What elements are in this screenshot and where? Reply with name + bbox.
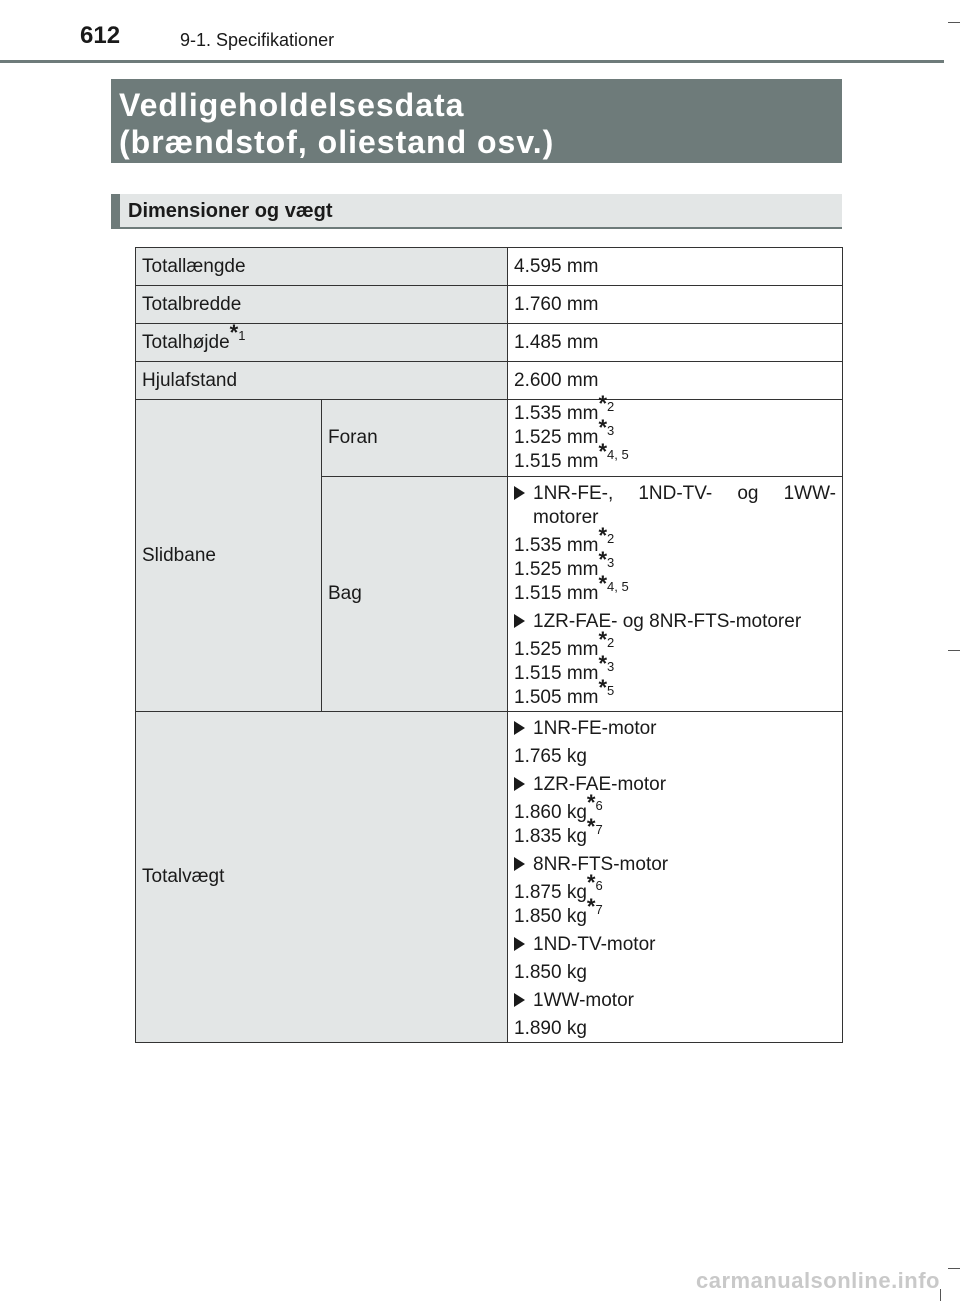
bag-label: Bag: [322, 477, 508, 712]
triangle-bullet-icon: [514, 486, 525, 500]
crop-mark-bottom-vertical: [940, 1289, 941, 1301]
row-value: 4.595 mm: [508, 248, 843, 286]
engine-group-heading: 1WW-motor: [514, 989, 836, 1013]
foran-values: 1.535 $mm^{*2}$ 1.525 $mm^{*3}$ 1.515 mm$^{*4, 5}$: [508, 400, 843, 477]
row-label: Hjulafstand: [136, 362, 508, 400]
section-title-line-1: Vedligeholdelsesdata: [119, 87, 465, 123]
triangle-bullet-icon: [514, 937, 525, 951]
engine-group-heading: 1ZR-FAE- og 8NR-FTS-motorer: [514, 610, 836, 634]
engine-group-heading: 1NR-FE-, 1ND-TV- og 1WW-motorer: [514, 482, 836, 530]
triangle-bullet-icon: [514, 993, 525, 1007]
engine-group-heading: 8NR-FTS-motor: [514, 853, 836, 877]
triangle-bullet-icon: [514, 777, 525, 791]
engine-group-heading: 1ZR-FAE-motor: [514, 773, 836, 797]
totalvaegt-label: Totalvægt: [136, 712, 508, 1043]
table-row: [136, 362, 843, 400]
row-value: 1.760 mm: [508, 286, 843, 324]
table-row-slidbane-foran: [136, 400, 843, 477]
row-value: 1.485 mm: [508, 324, 843, 362]
watermark: carmanualsonline.info: [696, 1268, 940, 1293]
bag-values: 1NR-FE-, 1ND-TV- og 1WW-motorer 1.535 $mm^{*2}$ 1.525 $mm^{*3}$ 1.515 mm$^{*4, 5}$ 1ZR-FAE- og 8NR-FTS-motorer 1.525 $mm^{*2}$ 1.515 $mm^{*3}$ 1.505 $mm^{*5}$: [508, 477, 843, 712]
subsection-title: Dimensioner og vægt: [128, 200, 333, 222]
row-label: Totalbredde: [136, 286, 508, 324]
section-title-box: [111, 79, 842, 163]
triangle-bullet-icon: [514, 721, 525, 735]
engine-group-heading: 1NR-FE-motor: [514, 717, 836, 741]
subsection-heading: [111, 194, 842, 229]
crop-mark-top: [948, 22, 960, 23]
section-reference: 9-1. Specifikationer: [180, 30, 335, 50]
triangle-bullet-icon: [514, 857, 525, 871]
table-row: [136, 248, 843, 286]
engine-group-heading: 1ND-TV-motor: [514, 933, 836, 957]
dimensions-weight-table: [135, 247, 843, 1043]
header-rule: [0, 60, 944, 63]
table-row-totalvaegt: [136, 712, 843, 1043]
crop-mark-bottom: [948, 1268, 960, 1269]
triangle-bullet-icon: [514, 614, 525, 628]
slidbane-label: Slidbane: [136, 400, 322, 712]
section-title-line-2: (brændstof, oliestand osv.): [119, 124, 555, 160]
page-number: 612: [80, 22, 121, 49]
table-row: [136, 324, 843, 362]
foran-label: Foran: [322, 400, 508, 477]
row-value: 2.600 mm: [508, 362, 843, 400]
row-label: Totallængde: [136, 248, 508, 286]
crop-mark-middle: [948, 650, 960, 651]
totalvaegt-values: 1NR-FE-motor 1.765 kg 1ZR-FAE-motor 1.860 $kg^{*6}$ 1.835 $kg^{*7}$ 8NR-FTS-motor 1.875 $kg^{*6}$ 1.850 $kg^{*7}$ 1ND-TV-motor 1.850 kg 1WW-motor 1.890 kg: [508, 712, 843, 1043]
table-row: [136, 286, 843, 324]
row-label: Totalhøjde$^{*1}$: [136, 324, 508, 362]
